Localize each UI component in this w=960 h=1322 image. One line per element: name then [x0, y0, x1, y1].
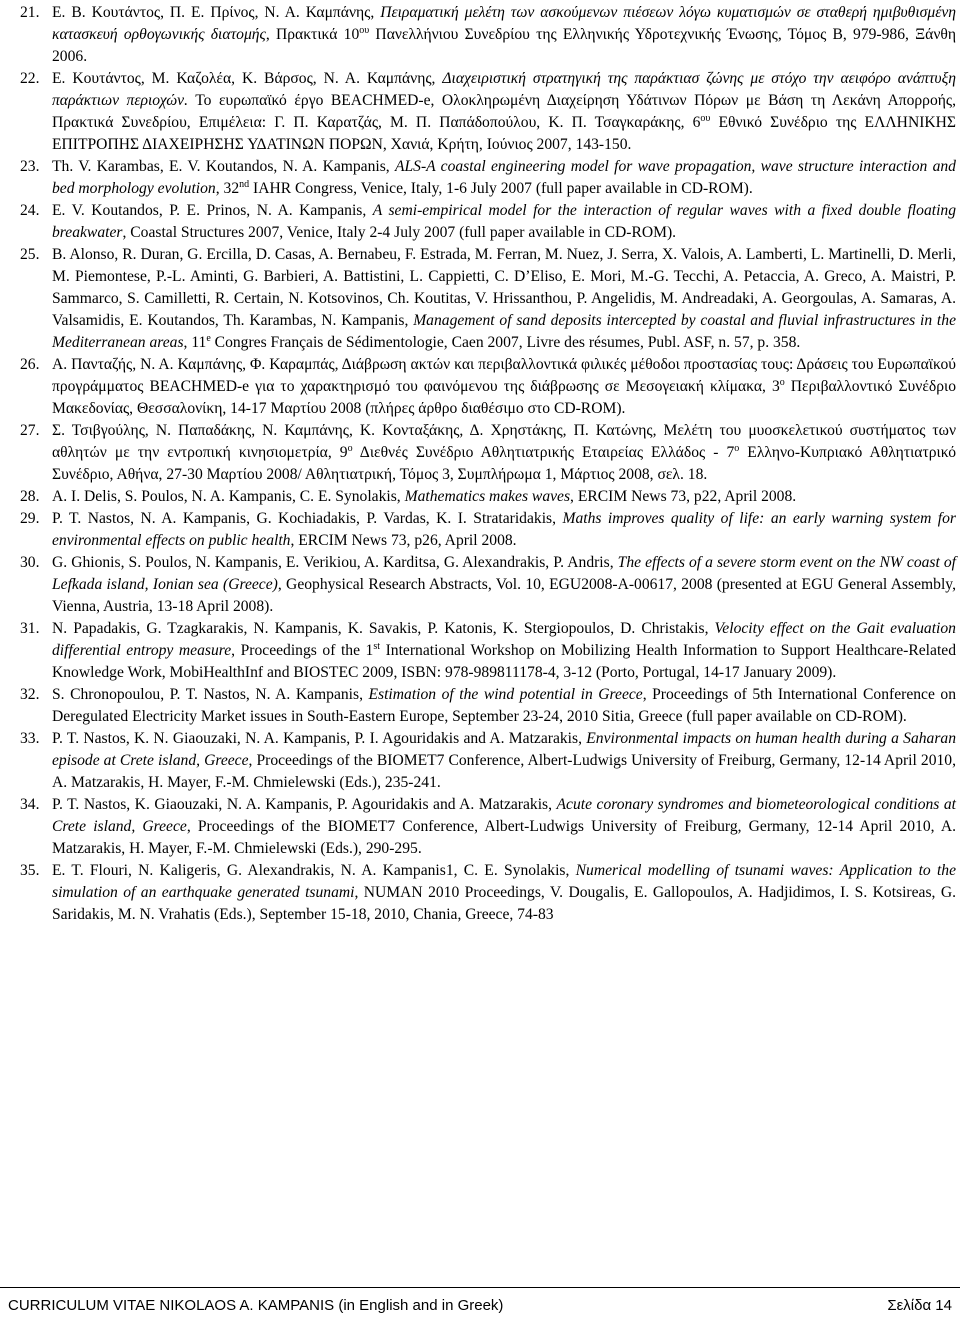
reference-item — [20, 244, 956, 354]
reference-segment: Ελληνο-Κυπριακό Αθλητιατρικό Συνέδριο, Αθήνα, 27-30 Μαρτίου 2008/ Αθλητιατρική, Τόμος 3, Συμπλήρωμα 1, Μάρτιος 2008, σελ. 18. — [52, 444, 957, 483]
reference-item — [20, 860, 956, 926]
reference-title: Maths improves quality of life: an early warning system for environmental effects on public health — [52, 510, 957, 549]
reference-text — [52, 420, 956, 486]
reference-title: Πειραματική μελέτη των ασκούμενων πιέσεων λόγω κυματισμών σε σταθερή ημιβυθισμένη κατασκευή ορθογωνικής διατομής — [52, 4, 956, 43]
reference-item — [20, 420, 956, 486]
reference-list — [20, 2, 956, 926]
reference-item — [20, 2, 956, 68]
reference-segment: Εθνικό Συνέδριο της ΕΛΛΗΝΙΚΗΣ ΕΠΙΤΡΟΠΗΣ ΔΙΑΧΕΙΡΗΣΗΣ ΥΔΑΤΙΝΩΝ ΠΟΡΩΝ, Χανιά, Κρήτη, Ιούνιος 2007, 143-150. — [52, 114, 956, 153]
reference-segment: Πανελλήνιου Συνεδρίου της Ελληνικής Υδροτεχνικής Ένωσης, Τόμος Β, 979-986, Ξάνθη 2006. — [52, 26, 956, 65]
superscript-text: ου — [700, 112, 711, 124]
reference-segment: , 32 — [215, 180, 240, 197]
reference-number: 25. — [20, 246, 40, 263]
reference-number: 28. — [20, 488, 40, 505]
reference-number: 21. — [20, 4, 40, 21]
reference-segment: S. Chronopoulou, P. T. Nastos, N. A. Kampanis, — [52, 686, 369, 703]
reference-segment: , Geophysical Research Abstracts, Vol. 10, EGU2008-A-00617, 2008 (presented at EGU General Assembly, Vienna, Austria, 13-18 April 2008). — [52, 576, 956, 615]
reference-item — [20, 354, 956, 420]
reference-text — [52, 244, 956, 354]
reference-title: A semi-empirical model for the interaction of regular waves with a fixed double floating breakwater — [52, 202, 956, 241]
superscript-text: ο — [347, 442, 353, 454]
reference-number: 23. — [20, 158, 40, 175]
page-number: Σελίδα 14 — [887, 1297, 952, 1314]
reference-number: 29. — [20, 510, 40, 527]
reference-segment: Διεθνές Συνέδριο Αθλητιατρικής Εταιρείας Ελλάδος - 7 — [352, 444, 735, 461]
reference-segment: Σ. Τσιβγούλης, Ν. Παπαδάκης, Ν. Καμπάνης, Κ. Κονταξάκης, Δ. Χρηστάκης, Π. Κατώνης, Μελέτη του μυοσκελετικού συστήματος των αθλητών με την εντροπική κινησιομετρία, 9 — [52, 422, 956, 461]
reference-segment: Ε. Β. Κουτάντος, Π. Ε. Πρίνος, Ν. Α. Καμπάνης, — [52, 4, 381, 21]
reference-text — [52, 794, 956, 860]
reference-item — [20, 508, 956, 552]
reference-segment: , 11 — [183, 334, 207, 351]
reference-segment: International Workshop on Mobilizing Health Information to Support Healthcare-Related Knowledge Work, MobiHealthInf and BIOSTEC 2009, ISBN: 978-989811178-4, 3-12 (Porto, Portugal, 14-17 January 2009). — [52, 642, 956, 681]
reference-title: ALS-A coastal engineering model for wave propagation, wave structure interaction and bed morphology evolution — [52, 158, 956, 197]
reference-segment: P. T. Nastos, N. A. Kampanis, G. Kochiadakis, P. Vardas, K. I. Strataridakis, — [52, 510, 563, 527]
reference-text — [52, 200, 956, 244]
reference-segment: P. T. Nastos, K. N. Giaouzaki, N. A. Kampanis, P. I. Agouridakis and A. Matzarakis, — [52, 730, 587, 747]
reference-text — [52, 618, 956, 684]
reference-segment: P. T. Nastos, K. Giaouzaki, N. A. Kampanis, P. Agouridakis and A. Matzarakis, — [52, 796, 557, 813]
reference-text — [52, 68, 956, 156]
superscript-text: e — [206, 332, 211, 344]
reference-segment: , Proceedings of the BIOMET7 Conference, Albert-Ludwigs University of Freiburg, Germany, 12-14 April 2010, A. Matzarakis, H. Mayer, F.-M. Chmielewski (Eds.), 290-295. — [52, 818, 956, 857]
reference-text — [52, 486, 956, 508]
reference-segment: , ERCIM News 73, p22, April 2008. — [570, 488, 797, 505]
reference-segment: N. Papadakis, G. Tzagkarakis, N. Kampanis, K. Savakis, P. Katonis, K. Stergiopoulos, D. Christakis, — [52, 620, 715, 637]
superscript-text: ου — [359, 24, 370, 36]
reference-segment: , Proceedings of 5th International Conference on Deregulated Electricity Market issues in South-Eastern Europe, September 23-24, 2010 Sitia, Greece (full paper available on CD-ROM). — [52, 686, 956, 725]
reference-segment: E. V. Koutandos, P. E. Prinos, N. A. Kampanis, — [52, 202, 373, 219]
reference-text — [52, 728, 956, 794]
reference-item — [20, 156, 956, 200]
reference-number: 22. — [20, 70, 40, 87]
reference-item — [20, 728, 956, 794]
reference-segment: E. T. Flouri, N. Kaligeris, G. Alexandrakis, N. A. Kampanis1, C. E. Synolakis, — [52, 862, 576, 879]
reference-title: Velocity effect on the Gait evaluation differential entropy measure — [52, 620, 956, 659]
reference-title: Acute coronary syndromes and biometeorological conditions at Crete island, Greece — [52, 796, 957, 835]
reference-segment: , ERCIM News 73, p26, April 2008. — [290, 532, 517, 549]
reference-title: Management of sand deposits intercepted by coastal and fluvial infrastructures in the Mediterranean areas — [52, 312, 956, 351]
reference-segment: Congres Français de Sédimentologie, Caen 2007, Livre des résumes, Publ. ASF, n. 57, p. 358. — [210, 334, 801, 351]
reference-title: The effects of a severe storm event on the NW coast of Lefkada island, Ionian sea (Greece) — [52, 554, 956, 593]
reference-title: Mathematics makes waves — [404, 488, 571, 505]
superscript-text: ο — [779, 376, 785, 388]
reference-segment: , NUMAN 2010 Proceedings, V. Dougalis, E. Gallopoulos, A. Hadjidimos, I. S. Kotsireas, G. Saridakis, M. N. Vrahatis (Eds.), September 15-18, 2010, Chania, Greece, 74-83 — [52, 884, 956, 923]
reference-item — [20, 486, 956, 508]
reference-number: 30. — [20, 554, 40, 571]
reference-segment: Ε. Κουτάντος, Μ. Καζολέα, Κ. Βάρσος, Ν. Α. Καμπάνης, — [52, 70, 443, 87]
reference-text — [52, 2, 956, 68]
reference-item — [20, 618, 956, 684]
reference-item — [20, 552, 956, 618]
superscript-text: nd — [239, 178, 250, 190]
reference-number: 34. — [20, 796, 40, 813]
reference-segment: G. Ghionis, S. Poulos, N. Kampanis, E. Verikiou, A. Karditsa, G. Alexandrakis, P. Andris, — [52, 554, 618, 571]
footer-divider — [0, 1287, 960, 1288]
footer-title: CURRICULUM VITAE NIKOLAOS A. KAMPANIS (in English and in Greek) — [8, 1297, 504, 1314]
page-footer — [8, 1296, 952, 1316]
reference-text — [52, 354, 956, 420]
reference-segment: , Coastal Structures 2007, Venice, Italy 2-4 July 2007 (full paper available in CD-ROM). — [122, 224, 677, 241]
reference-segment: Α. Πανταζής, Ν. Α. Καμπάνης, Φ. Καραμπάς, Διάβρωση ακτών και περιβαλλοντικά φιλικές μέθοδοι προστασίας τους: Δράσεις του Ευρωπαϊκού προγράμματος BEACHMED-e για το χαρακτηρισμό του φαινόμενου της διάβρωσης σε Μεσογειακή κλίμακα, 3 — [52, 356, 956, 395]
reference-text — [52, 552, 956, 618]
reference-number: 27. — [20, 422, 40, 439]
reference-number: 31. — [20, 620, 40, 637]
reference-segment: Th. V. Karambas, E. V. Koutandos, N. A. Kampanis, — [52, 158, 395, 175]
reference-text — [52, 156, 956, 200]
reference-text — [52, 860, 956, 926]
reference-segment: B. Alonso, R. Duran, G. Ercilla, D. Casas, A. Bernabeu, F. Estrada, M. Ferran, M. Nuez, J. Serra, X. Valois, A. Lamberti, L. Martinelli, D. Merli, M. Piemontese, P.-L. Aminti, G. Barbieri, A. Battistini, L. Cappietti, C. D’Eliso, E. Mori, M.-G. Tecchi, A. Petaccia, A. Greco, A. Maistri, P. Sammarco, S. Camilletti, R. Certain, N. Kotsovinos, Ch. Koutitas, V. Hrissanthou, P. Angelidis, M. Andreadaki, A. Georgoulas, A. Samaras, A. Valsamidis, E. Koutandos, Th. Karambas, N. Kampanis, — [52, 246, 956, 329]
reference-title: Estimation of the wind potential in Greece — [368, 686, 643, 703]
reference-title: Numerical modelling of tsunami waves: Application to the simulation of an earthquake generated tsunami — [52, 862, 956, 901]
reference-segment: , Πρακτικά 10 — [265, 26, 360, 43]
reference-number: 32. — [20, 686, 40, 703]
reference-number: 35. — [20, 862, 40, 879]
reference-title: Διαχειριστική στρατηγική της παράκτιασ ζώνης με στόχο την αειφόρο ανάπτυξη παράκτιων περιοχών. — [52, 70, 956, 109]
reference-item — [20, 68, 956, 156]
reference-segment: , Proceedings of the 1 — [231, 642, 374, 659]
reference-segment: IAHR Congress, Venice, Italy, 1-6 July 2007 (full paper available in CD-ROM). — [249, 180, 753, 197]
reference-number: 26. — [20, 356, 40, 373]
reference-number: 24. — [20, 202, 40, 219]
reference-item — [20, 794, 956, 860]
reference-item — [20, 684, 956, 728]
reference-number: 33. — [20, 730, 40, 747]
reference-segment: Το ευρωπαϊκό έργο BEACHMED-e, Ολοκληρωμένη Διαχείρηση Υδάτινων Πόρων με Βάση τη Λεκάνη Απορροής, Πρακτικά Συνεδρίου, Επιμέλεια: Γ. Π. Καρατζάς, Μ. Π. Παπάδοπούλου, Κ. Π. Τσαγκαράκης, 6 — [52, 92, 956, 131]
reference-segment: Περιβαλλοντικό Συνέδριο Μακεδονίας, Θεσσαλονίκη, 14-17 Μαρτίου 2008 (πλήρες άρθρο διαθέσιμο στο CD-ROM). — [52, 378, 956, 417]
reference-text — [52, 684, 956, 728]
reference-segment: , Proceedings of the BIOMET7 Conference, Albert-Ludwigs University of Freiburg, Germany, 12-14 April 2010, A. Matzarakis, H. Mayer, F.-M. Chmielewski (Eds.), 235-241. — [52, 752, 956, 791]
reference-text — [52, 508, 956, 552]
reference-item — [20, 200, 956, 244]
superscript-text: ο — [734, 442, 740, 454]
superscript-text: st — [373, 640, 381, 652]
reference-segment: A. I. Delis, S. Poulos, N. A. Kampanis, C. E. Synolakis, — [52, 488, 405, 505]
reference-title: Environmental impacts on human health during a Saharan episode at Crete island, Greece — [52, 730, 956, 769]
